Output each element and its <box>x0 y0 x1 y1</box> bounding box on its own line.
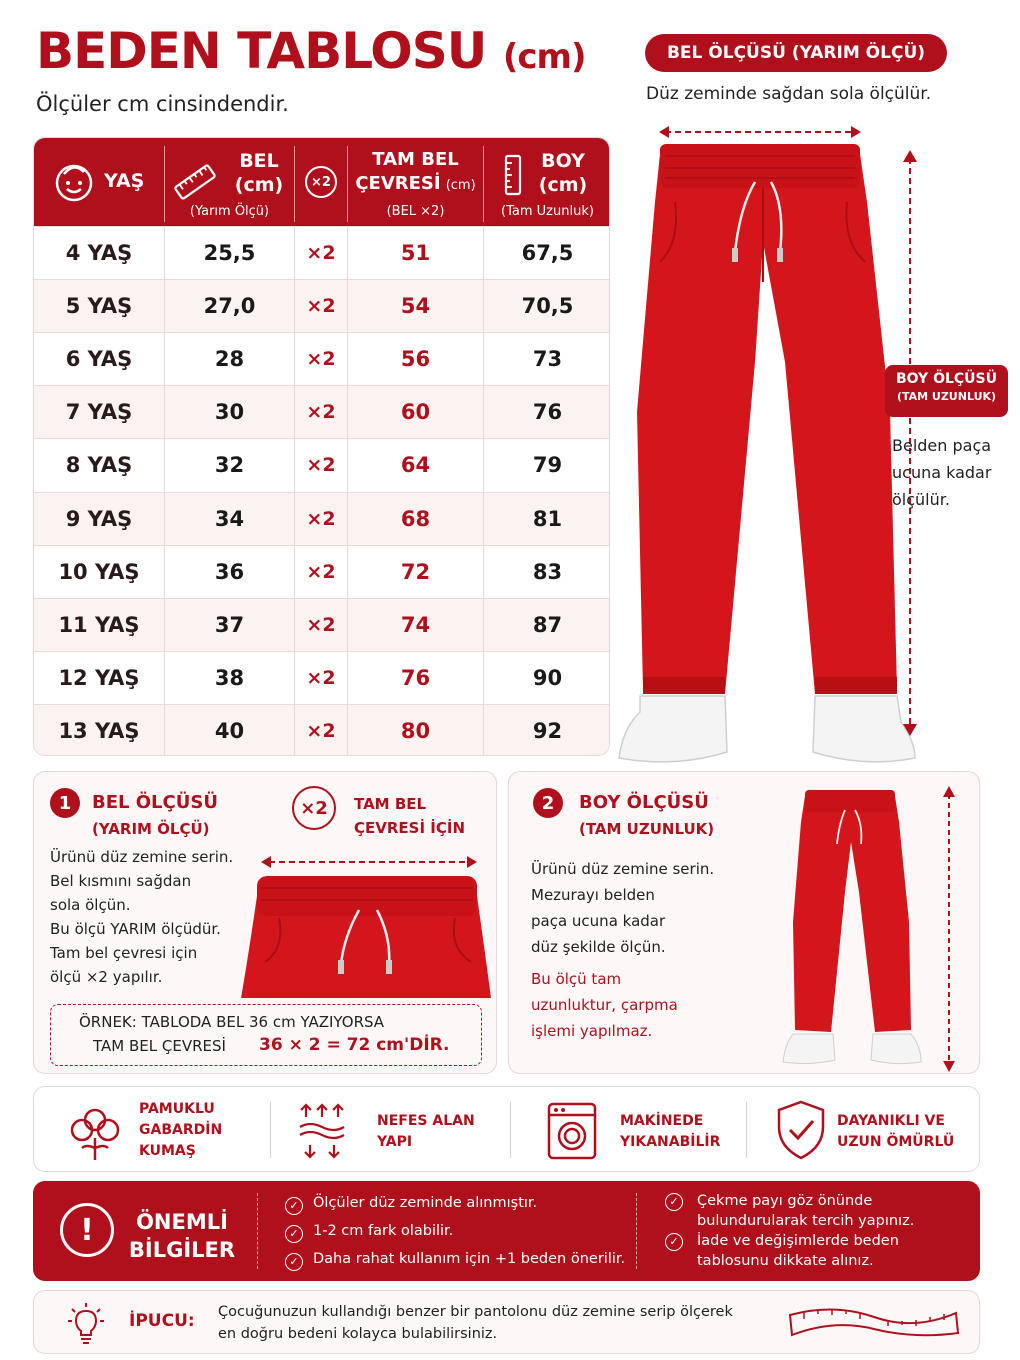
header-bel-sub: (Yarım Ölçü) <box>189 204 270 219</box>
cell-tam: 76 <box>400 665 431 690</box>
check-circle-icon: ✓ <box>285 1253 303 1271</box>
boy-measure-badge <box>885 365 1008 417</box>
header-tam-unit: (cm) <box>445 178 476 193</box>
cell-x2: ×2 <box>306 454 336 477</box>
header-boy-unit: (cm) <box>538 174 588 196</box>
bel-measure-pill: BEL ÖLÇÜSÜ (YARIM ÖLÇÜ) <box>645 34 947 72</box>
cell-boy: 81 <box>532 506 563 531</box>
table-row <box>34 598 610 651</box>
header-tam-bel <box>348 138 483 226</box>
title-text: BEDEN TABLOSU <box>36 22 487 80</box>
important-info-banner: ! ÖNEMLİ BİLGİLER ✓ Ölçüler düz zeminde alınmıştır. ✓ 1-2 cm fark olabilir. ✓ Daha rahat kullanım için +1 beden önerilir. ✓ Çekme payı göz önünde bulundurularak tercih yapınız. ✓ İade ve değişimlerde beden tablosunu dikkate alınız. <box>33 1181 980 1281</box>
table-row <box>34 385 610 438</box>
feature-washable-label: MAKİNEDE YIKANABİLİR <box>620 1113 721 1150</box>
cell-age: 12 YAŞ <box>58 665 140 690</box>
cell-age: 8 YAŞ <box>65 453 133 478</box>
cell-boy: 67,5 <box>521 241 574 266</box>
tip-box <box>33 1290 980 1354</box>
cell-age: 11 YAŞ <box>58 612 140 637</box>
cell-tam: 56 <box>400 347 431 372</box>
tip-label: İPUCU: <box>129 1311 195 1331</box>
cell-bel: 37 <box>214 612 245 637</box>
table-row <box>34 651 610 704</box>
cell-x2: ×2 <box>306 560 336 583</box>
header-bel-label: BEL <box>239 150 279 172</box>
length-guide-subtitle: (TAM UZUNLUK) <box>579 820 715 838</box>
table-row <box>34 704 610 756</box>
vertical-ruler-icon <box>504 154 522 196</box>
header-x2-label: ×2 <box>311 174 331 190</box>
header-tam-sub: (BEL ×2) <box>386 204 445 219</box>
boy-measure-title: BOY ÖLÇÜSÜ <box>895 371 997 387</box>
page-title <box>36 22 586 80</box>
header-boy-label: BOY <box>541 150 585 172</box>
features-bar <box>33 1086 980 1172</box>
cell-bel: 40 <box>214 718 245 743</box>
table-row <box>34 279 610 332</box>
size-table <box>33 137 610 756</box>
cell-tam: 80 <box>400 718 431 743</box>
cell-x2: ×2 <box>306 295 336 318</box>
cell-x2: ×2 <box>306 401 336 424</box>
cell-boy: 76 <box>532 400 563 425</box>
cell-age: 9 YAŞ <box>65 506 133 531</box>
check-circle-icon: ✓ <box>285 1225 303 1243</box>
feature-durable-label: DAYANIKLI VE UZUN ÖMÜRLÜ <box>837 1113 955 1150</box>
step-number: 1 <box>50 788 80 818</box>
waist-guide-text: Ürünü düz zemine serin. Bel kısmını sağdan sola ölçün. Bu ölçü YARIM ölçüdür. Tam bel çevresi için ölçü ×2 yapılır. <box>50 848 234 986</box>
example-box <box>50 1004 482 1066</box>
cell-bel: 27,0 <box>203 294 256 319</box>
header-boy-sub: (Tam Uzunluk) <box>501 204 594 219</box>
cell-boy: 87 <box>532 612 563 637</box>
cell-age: 5 YAŞ <box>65 294 133 319</box>
pants-illustration <box>615 112 935 772</box>
cell-age: 13 YAŞ <box>58 718 140 743</box>
waist-guide-subtitle: (YARIM ÖLÇÜ) <box>92 820 210 838</box>
cell-x2: ×2 <box>306 613 336 636</box>
header-bel <box>165 138 294 226</box>
waist-guide-title: BEL ÖLÇÜSÜ <box>92 792 218 813</box>
cell-boy: 83 <box>532 559 563 584</box>
waist-guide-box <box>33 771 497 1074</box>
feature-cotton <box>64 1102 126 1166</box>
check-circle-icon: ✓ <box>285 1197 303 1215</box>
boy-measure-desc: Belden paça ucuna kadar ölçülür. <box>892 436 992 509</box>
cell-bel: 28 <box>214 347 245 372</box>
info-list-left <box>285 1193 625 1277</box>
table-header <box>34 138 610 226</box>
ruler-icon <box>173 162 217 202</box>
waist-arrow <box>659 126 861 138</box>
cell-bel: 30 <box>214 400 245 425</box>
cell-x2: ×2 <box>306 348 336 371</box>
header-tam-label: TAM BEL <box>372 149 459 170</box>
feature-cotton-label: PAMUKLU GABARDİN KUMAŞ <box>139 1101 223 1159</box>
cell-tam: 68 <box>400 506 431 531</box>
cell-x2: ×2 <box>306 719 336 742</box>
important-info-title: ÖNEMLİ BİLGİLER <box>128 1210 236 1262</box>
cell-bel: 32 <box>214 453 245 478</box>
check-circle-icon: ✓ <box>665 1233 683 1251</box>
length-guide-title: BOY ÖLÇÜSÜ <box>579 792 709 813</box>
step-number: 2 <box>533 788 563 818</box>
lightbulb-icon <box>66 1301 106 1345</box>
cell-age: 6 YAŞ <box>65 347 133 372</box>
cell-x2: ×2 <box>306 666 336 689</box>
cell-x2: ×2 <box>306 242 336 265</box>
multiply-circle-icon <box>305 166 337 198</box>
list-item: ✓ Daha rahat kullanım için +1 beden önerilir. <box>285 1249 625 1277</box>
table-row <box>34 438 610 491</box>
cell-bel: 38 <box>214 665 245 690</box>
length-pants-illustration <box>779 782 969 1072</box>
example-line2: TAM BEL ÇEVRESİ <box>93 1037 226 1055</box>
list-item: ✓ 1-2 cm fark olabilir. <box>285 1221 625 1249</box>
cell-bel: 34 <box>214 506 245 531</box>
cell-tam: 60 <box>400 400 431 425</box>
bel-measure-desc: Düz zeminde sağdan sola ölçülür. <box>646 84 932 104</box>
page-subtitle: Ölçüler cm cinsindendir. <box>36 92 289 116</box>
header-tam-label2: ÇEVRESİ <box>355 173 441 194</box>
check-circle-icon: ✓ <box>665 1193 683 1211</box>
cell-boy: 90 <box>532 665 563 690</box>
example-line1: ÖRNEK: TABLODA BEL 36 cm YAZIYORSA <box>79 1013 385 1031</box>
cell-tam: 51 <box>400 241 431 266</box>
list-item: ✓ Ölçüler düz zeminde alınmıştır. <box>285 1193 625 1221</box>
header-bel-unit: (cm) <box>234 174 284 196</box>
breathable-arrows-icon <box>296 1101 348 1161</box>
cell-tam: 72 <box>400 559 431 584</box>
cell-boy: 73 <box>532 347 563 372</box>
waist-closeup-illustration <box>239 852 494 1002</box>
cell-boy: 92 <box>532 718 563 743</box>
cell-boy: 70,5 <box>521 294 574 319</box>
cell-bel: 36 <box>214 559 245 584</box>
exclamation-icon: ! <box>60 1203 114 1257</box>
length-guide-text: Ürünü düz zemine serin. Mezurayı belden paça ucuna kadar düz şekilde ölçün. <box>531 860 715 956</box>
measuring-tape-icon <box>784 1299 964 1349</box>
cell-bel: 25,5 <box>203 241 256 266</box>
child-face-icon <box>52 160 96 204</box>
cell-x2: ×2 <box>306 507 336 530</box>
length-guide-box <box>508 771 980 1074</box>
shield-check-icon <box>775 1099 827 1161</box>
boy-measure-sub: (TAM UZUNLUK) <box>896 390 997 403</box>
tip-text: Çocuğunuzun kullandığı benzer bir pantolonu düz zemine serip ölçerek en doğru bedeni kolayca bulabilirsiniz. <box>218 1304 733 1342</box>
cell-tam: 64 <box>400 453 431 478</box>
cotton-icon <box>64 1102 126 1162</box>
table-row <box>34 545 610 598</box>
washing-machine-icon <box>546 1101 598 1161</box>
header-boy <box>484 138 610 226</box>
header-age <box>34 138 164 226</box>
cell-age: 10 YAŞ <box>58 559 140 584</box>
cell-tam: 54 <box>400 294 431 319</box>
cell-tam: 74 <box>400 612 431 637</box>
header-age-label: YAŞ <box>104 170 145 192</box>
cell-age: 4 YAŞ <box>65 241 133 266</box>
cell-age: 7 YAŞ <box>65 400 133 425</box>
table-row <box>34 332 610 385</box>
feature-washable <box>546 1101 598 1165</box>
feature-breathable-label: NEFES ALAN YAPI <box>377 1113 475 1150</box>
title-unit: (cm) <box>502 37 586 77</box>
header-x2 <box>295 138 347 226</box>
table-row <box>34 226 610 279</box>
length-guide-note: Bu ölçü tam uzunluktur, çarpma işlemi yapılmaz. <box>531 970 678 1040</box>
table-row <box>34 492 610 545</box>
cell-boy: 79 <box>532 453 563 478</box>
feature-breathable <box>296 1101 348 1165</box>
example-result: 36 × 2 = 72 cm'DİR. <box>259 1035 450 1055</box>
feature-durable <box>775 1099 827 1165</box>
multiply-circle-icon: ×2 <box>292 786 336 830</box>
full-waist-label: TAM BEL ÇEVRESİ İÇİN <box>354 795 465 837</box>
